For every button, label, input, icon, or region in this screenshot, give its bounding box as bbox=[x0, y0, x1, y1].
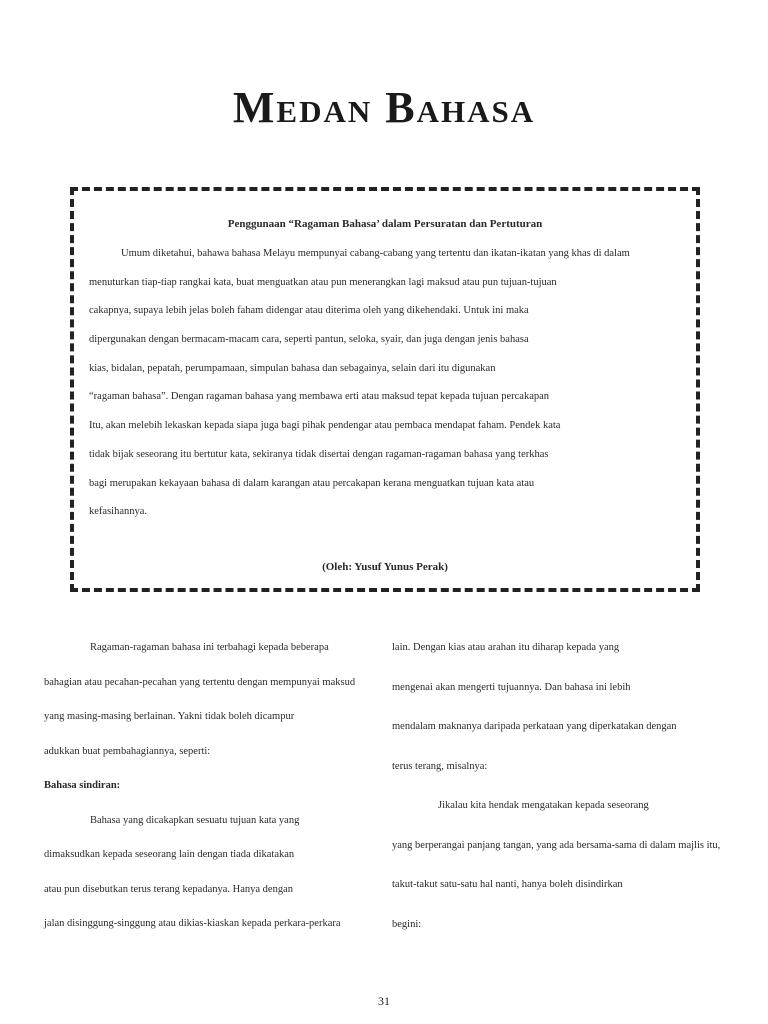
body-line: yang masing-masing berlainan. Yakni tidak boleh dicampur bbox=[44, 711, 295, 722]
article-line: kias, bidalan, pepatah, perumpamaan, simpulan bahasa dan sebagainya, selain dari itu digunakan bbox=[89, 362, 496, 374]
body-line: mengenai akan mengerti tujuannya. Dan bahasa ini lebih bbox=[392, 681, 631, 693]
body-line: bahagian atau pecahan-pecahan yang tertentu dengan mempunyai maksud bbox=[44, 676, 356, 688]
article-line: dipergunakan dengan bermacam-macam cara, seperti pantun, seloka, syair, dan juga dengan jenis bahasa bbox=[89, 334, 529, 346]
article-line: “ragaman bahasa”. Dengan ragaman bahasa yang membawa erti atau maksud tepat kepada tujuan percakapan bbox=[89, 391, 550, 403]
article-line: bagi merupakan kekayaan bahasa di dalam karangan atau percakapan kerana menguatkan tujuan kata atau bbox=[89, 477, 535, 489]
article-line: Itu, akan melebih lekaskan kepada siapa juga bagi pihak pendengar atau pembaca mendapat faham. Pendek kata bbox=[89, 420, 561, 432]
article-author: (Oleh: Yusuf Yunus Perak) bbox=[322, 561, 448, 573]
body-line: Bahasa yang dicakapkan sesuatu tujuan kata yang bbox=[90, 814, 300, 826]
left-column bbox=[44, 641, 384, 952]
right-column bbox=[392, 641, 732, 957]
body-line: yang berperangai panjang tangan, yang ada bersama-sama di dalam majlis itu, bbox=[392, 839, 721, 851]
article-body bbox=[89, 247, 689, 534]
page-number: 31 bbox=[378, 994, 390, 1008]
body-line: Ragaman-ragaman bahasa ini terbahagi kepada beberapa bbox=[90, 642, 329, 653]
page-title: Medan Bahasa bbox=[232, 83, 536, 132]
article-heading: Penggunaan “Ragaman Bahasa’ dalam Persuratan dan Pertuturan bbox=[227, 218, 543, 230]
article-line: cakapnya, supaya lebih jelas boleh faham didengar atau diterima oleh yang dikehendaki. Untuk ini maka bbox=[89, 305, 529, 317]
article-line: Umum diketahui, bahawa bahasa Melayu mempunyai cabang-cabang yang tertentu dan ikatan-ikatan yang khas di dalam bbox=[121, 248, 630, 259]
section-heading: Bahasa sindiran: bbox=[44, 780, 121, 791]
body-line: terus terang, misalnya: bbox=[392, 760, 488, 772]
body-line: dimaksudkan kepada seseorang lain dengan tiada dikatakan bbox=[44, 849, 295, 860]
body-line: takut-takut satu-satu hal nanti, hanya boleh disindirkan bbox=[392, 879, 623, 890]
article-line: menuturkan tiap-tiap rangkai kata, buat menguatkan atau pun menerangkan lagi maksud atau pun tujuan-tujuan bbox=[89, 276, 557, 288]
article-line: kefasihannya. bbox=[89, 506, 148, 518]
body-line: lain. Dengan kias atau arahan itu diharap kepada yang bbox=[392, 642, 620, 653]
article-line: tidak bijak seseorang itu bertutur kata, sekiranya tidak disertai dengan ragaman-ragaman bahasa yang terkhas bbox=[89, 448, 549, 460]
body-line: begini: bbox=[392, 918, 422, 930]
body-line: jalan disinggung-singgung atau dikias-kiaskan kepada perkara-perkara bbox=[44, 918, 341, 929]
body-line: Jikalau kita hendak mengatakan kepada seseorang bbox=[438, 800, 649, 811]
article-box bbox=[70, 187, 700, 592]
body-line: mendalam maknanya daripada perkataan yang diperkatakan dengan bbox=[392, 721, 677, 732]
body-line: atau pun disebutkan terus terang kepadanya. Hanya dengan bbox=[44, 883, 293, 895]
body-line: adukkan buat pembahagiannya, seperti: bbox=[44, 745, 211, 757]
